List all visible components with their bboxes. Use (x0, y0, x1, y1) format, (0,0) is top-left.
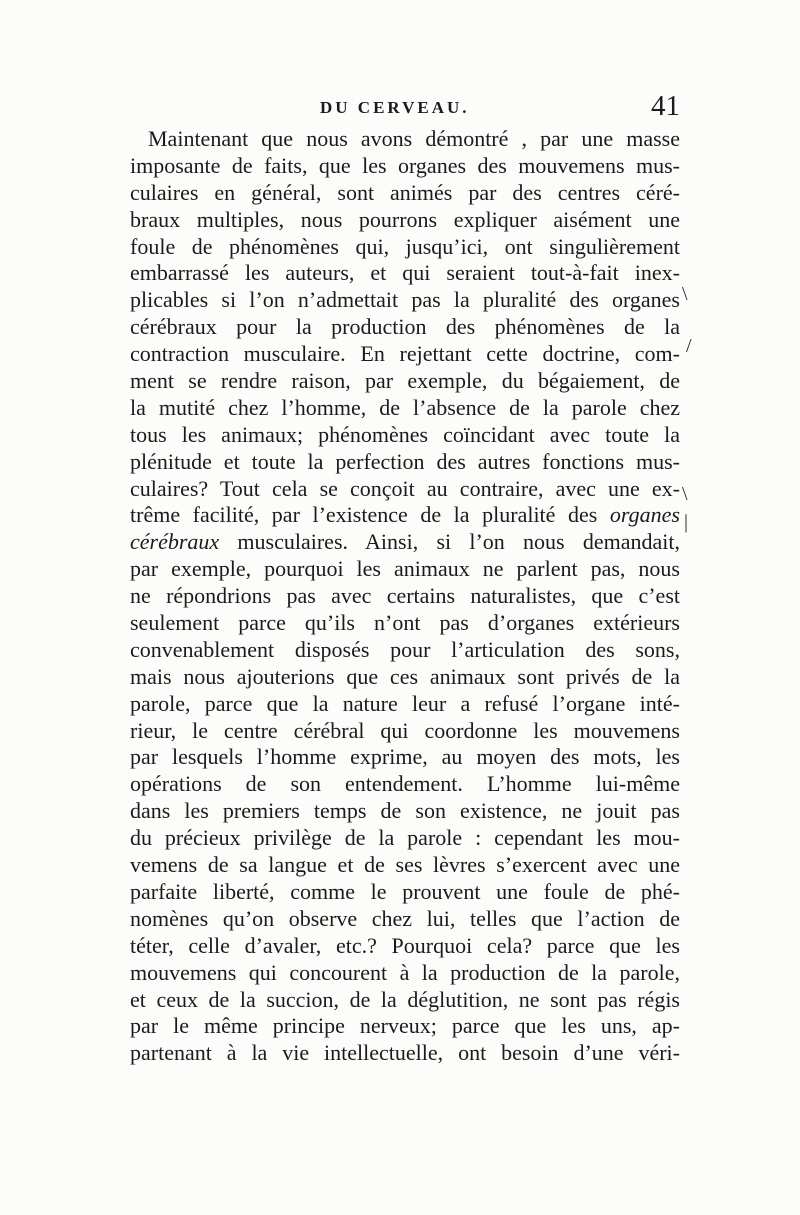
body-text (130, 126, 680, 1067)
text-line: partenant à la vie intellectuelle, ont besoin d’une véri- (130, 1040, 680, 1066)
text-line: opérations de son entendement. L’homme lui-même (130, 771, 680, 797)
text-line: Maintenant que nous avons démontré , par une masse (148, 126, 680, 151)
text-line: et ceux de la succion, de la déglutition, ne sont pas régis (130, 986, 680, 1012)
margin-mark: \ (682, 483, 688, 505)
text-line (130, 529, 680, 556)
text-line: convenablement disposés pour l’articulation des sons, (130, 636, 680, 662)
text-line: mais nous ajouterions que ces animaux sont privés de la (130, 663, 680, 689)
text-line: par le même principe nerveux; parce que les uns, ap- (130, 1013, 680, 1039)
italic-word: cérébraux (130, 529, 220, 555)
text-line: par exemple, pourquoi les animaux ne parlent pas, nous (130, 556, 680, 582)
text-line: seulement parce qu’ils n’ont pas d’organes extérieurs (130, 610, 680, 636)
text-line: par lesquels l’homme exprime, au moyen des mots, les (130, 744, 680, 770)
text-line: la mutité chez l’homme, de l’absence de la parole chez (130, 394, 680, 420)
text-line: foule de phénomènes qui, jusqu’ici, ont singulièrement (130, 233, 680, 259)
text-segment: trême facilité, par l’existence de la pluralité des (130, 502, 598, 528)
text-line: cérébraux pour la production des phénomènes de la (130, 314, 680, 340)
text-line: plicables si l’on n’admettait pas la pluralité des organes (130, 287, 680, 313)
text-line (130, 502, 680, 529)
text-line: mouvemens qui concourent à la production de la parole, (130, 959, 680, 985)
text-line: vemens de sa langue et de ses lèvres s’exercent avec une (130, 852, 680, 878)
text-line: plénitude et toute la perfection des autres fonctions mus- (130, 448, 680, 474)
text-line: du précieux privilège de la parole : cependant les mou- (130, 825, 680, 851)
page-number: 41 (651, 90, 680, 122)
text-line: contraction musculaire. En rejettant cette doctrine, com- (130, 341, 680, 367)
text-line: ment se rendre raison, par exemple, du bégaiement, de (130, 368, 680, 394)
running-head: DU CERVEAU. (320, 98, 470, 117)
text-line: embarrassé les auteurs, et qui seraient tout-à-fait inex- (130, 260, 680, 286)
text-segment: musculaires. Ainsi, si l’on nous demandait, (219, 529, 680, 555)
text-line: nomènes qu’on observe chez lui, telles que l’action de (130, 905, 680, 931)
text-line: téter, celle d’avaler, etc.? Pourquoi cela? parce que les (130, 932, 680, 958)
text-line: braux multiples, nous pourrons expliquer aisément une (130, 206, 680, 232)
text-line: tous les animaux; phénomènes coïncidant avec toute la (130, 421, 680, 447)
text-line: culaires en général, sont animés par des centres céré- (130, 179, 680, 205)
margin-mark: | (684, 511, 689, 533)
text-line: ne répondrions pas avec certains naturalistes, que c’est (130, 583, 680, 609)
text-line: culaires? Tout cela se conçoit au contraire, avec une ex- (130, 475, 680, 501)
text-line: imposante de faits, que les organes des mouvemens mus- (130, 152, 680, 178)
text-line: parfaite liberté, comme le prouvent une foule de phé- (130, 878, 680, 904)
text-line: rieur, le centre cérébral qui coordonne les mouvemens (130, 717, 680, 743)
text-line: dans les premiers temps de son existence, ne jouit pas (130, 798, 680, 824)
margin-mark: / (686, 335, 692, 357)
italic-word: organes (609, 502, 680, 528)
text-line: parole, parce que la nature leur a refusé l’organe inté- (130, 690, 680, 716)
margin-mark: \ (682, 283, 688, 305)
